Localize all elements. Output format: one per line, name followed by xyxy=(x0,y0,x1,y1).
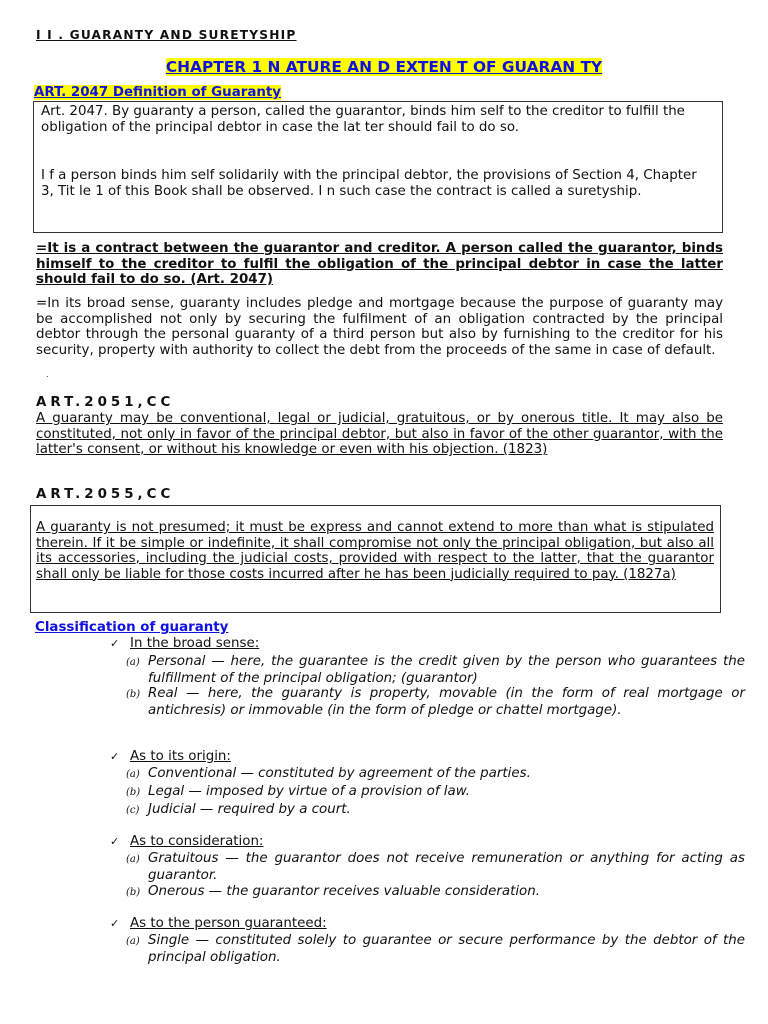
list-item xyxy=(126,884,745,901)
list-item xyxy=(126,766,745,783)
item-marker: (b) xyxy=(126,689,141,700)
suretyship-text: I f a person binds him self solidarily with the principal debtor, the provisions of Section 4, Chapter 3, Tit le 1 of this Book shall be observed. I n such case the contract is called a suretyship. xyxy=(41,168,697,199)
classification-heading: Classification of guaranty xyxy=(35,620,229,635)
list-item xyxy=(126,933,745,965)
group-broad-sense xyxy=(110,636,259,651)
item-marker: (a) xyxy=(126,854,140,865)
item-text: Gratuitous — the guarantor does not receive remuneration or anything for acting as guarantor. xyxy=(148,851,745,883)
group-consideration xyxy=(110,834,263,849)
stray-dot: . xyxy=(46,370,49,379)
definition-paragraph: =It is a contract between the guarantor and creditor. A person called the guarantor, binds himself to the creditor to fulfil the obligation of the principal debtor in case the latter should fail to do so. (Art. 2047) xyxy=(36,241,723,287)
item-marker: (a) xyxy=(126,936,140,947)
group-label: As to its origin: xyxy=(130,749,231,764)
item-text: Judicial — required by a court. xyxy=(148,802,351,817)
item-text: Onerous — the guarantor receives valuable consideration. xyxy=(148,884,540,899)
art-2051-text: A guaranty may be conventional, legal or judicial, gratuitous, or by onerous title. It may also be constituted, not only in favor of the principal debtor, but also in favor of the other guarantor, with the latter's consent, or without his knowledge or even with his objection. (1823) xyxy=(36,411,723,457)
item-marker: (c) xyxy=(126,805,140,816)
chapter-heading xyxy=(0,58,768,76)
art-2051-heading: ART.2051,CC xyxy=(36,395,175,410)
art-2047-text: Art. 2047. By guaranty a person, called the guarantor, binds him self to the creditor to fulfill the obligation of the principal debtor in case the lat ter should fail to do so. xyxy=(41,104,685,135)
art-2055-text: A guaranty is not presumed; it must be express and cannot extend to more than what is stipulated therein. If it be simple or indefinite, it shall compromise not only the principal obligation, but also all its accessories, including the judicial costs, provided with respect to the latter, that the guarantor shall only be liable for those costs incurred after he has been judicially required to pay. (1827a) xyxy=(36,520,714,582)
check-icon: ✓ xyxy=(110,917,120,930)
check-icon: ✓ xyxy=(110,750,120,763)
art-2047-box xyxy=(33,101,723,233)
art-2055-box xyxy=(30,505,721,613)
list-item xyxy=(126,686,745,718)
list-item xyxy=(126,851,745,883)
art-2055-heading: ART.2055,CC xyxy=(36,487,175,502)
group-label: In the broad sense: xyxy=(130,636,260,651)
list-item xyxy=(126,784,745,801)
group-person-guaranteed xyxy=(110,916,327,931)
art-2047-heading: ART. 2047 Definition of Guaranty xyxy=(34,85,282,100)
item-marker: (a) xyxy=(126,657,140,668)
group-label: As to the person guaranteed: xyxy=(130,916,327,931)
chapter-heading-text: CHAPTER 1 N ATURE AN D EXTEN T OF GUARAN TY xyxy=(165,58,603,76)
item-text: Legal — imposed by virtue of a provision of law. xyxy=(148,784,471,799)
item-text: Conventional — constituted by agreement of the parties. xyxy=(148,766,531,781)
list-item xyxy=(126,802,745,819)
item-text: Real — here, the guaranty is property, movable (in the form of real mortgage or antichresis) or immovable (in the form of pledge or chattel mortgage). xyxy=(148,686,745,718)
item-marker: (b) xyxy=(126,887,141,898)
check-icon: ✓ xyxy=(110,835,120,848)
group-origin xyxy=(110,749,231,764)
item-text: Single — constituted solely to guarantee or secure performance by the debtor of the principal obligation. xyxy=(148,933,745,965)
item-marker: (a) xyxy=(126,769,140,780)
check-icon: ✓ xyxy=(110,637,120,650)
group-label: As to consideration: xyxy=(130,834,264,849)
item-text: Personal — here, the guarantee is the credit given by the person who guarantees the fulfillment of the principal obligation; (guarantor) xyxy=(148,654,745,686)
list-item xyxy=(126,654,745,686)
section-title: I I . GUARANTY AND SURETYSHIP xyxy=(36,28,297,42)
broad-sense-paragraph: =In its broad sense, guaranty includes pledge and mortgage because the purpose of guaranty may be accomplished not only by securing the fulfilment of an obligation contracted by the principal debtor through the personal guaranty of a third person but also by furnishing to the creditor for his security, property with authority to collect the debt from the proceeds of the same in case of default. xyxy=(36,296,723,358)
item-marker: (b) xyxy=(126,787,141,798)
